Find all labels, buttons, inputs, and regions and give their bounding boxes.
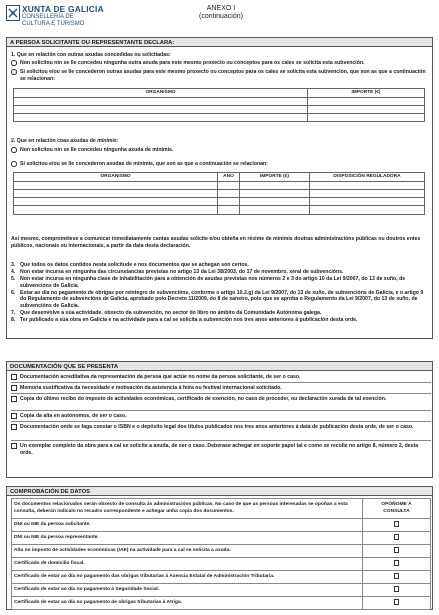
q1-option-no[interactable]: Non solicitou nin se lle concedeu ningunha outra axuda para este mesmo proxecto ou conceptos para os cales se solicita esta subvención. <box>11 60 429 67</box>
org-department: CONSELLERÍA DE CULTURA E TURISMO <box>22 14 85 27</box>
table-row <box>14 198 425 206</box>
radio-button[interactable] <box>11 69 17 75</box>
question-1: 1. Que en relación con outras axudas concedidas ou solicitadas: <box>11 52 171 58</box>
doc-item[interactable]: Memoria xustificativa da necesidade e motivación da asistencia á feira ou festival internacional solicitado. <box>11 384 431 394</box>
table-row <box>14 114 425 122</box>
radio-button[interactable] <box>11 60 17 66</box>
table-row <box>14 105 425 113</box>
verification-intro: Os documentos relacionados serán obxecto de consulta ás administracións públicas. No caso de que as persoas interesadas se opoñan a esta consulta, deberán indicalo no recadro correspondente e achegar unha copia dos documentos. <box>12 499 363 519</box>
column-header: IMPORTE (€) <box>240 173 310 182</box>
oppose-checkbox[interactable] <box>394 586 400 592</box>
radio-button[interactable] <box>11 161 17 167</box>
checkbox[interactable] <box>11 385 17 391</box>
column-header: ORGANISMO <box>14 173 218 182</box>
list-item: 7. Que desenvolve a súa actividade, obxecto da subvención, no sector do libro no ámbito da Comunidade Autónoma galega. <box>11 309 322 316</box>
list-item: 3. Que todos os datos contidos nesta solicitude e nos documentos que se achegan son certos. <box>11 262 249 268</box>
table-row: DNI ou NIE da persoa representante. <box>12 532 431 545</box>
table-row: Certificado de estar ao día no pagamento das obrigas tributarias á Axencia Estatal de Administración Tributaria. <box>12 571 431 584</box>
org-name: XUNTA DE GALICIA <box>22 4 104 14</box>
list-item: 5. Non estar incursa en ningunha clase de inhabilitación para a obtención de axudas previstas nos números 2 e 3 do artigo 10 da Lei 9/2007, do 13 de xuño, de subvencións de Galicia. <box>11 276 406 289</box>
other-aid-table <box>13 88 425 122</box>
table-row: Certificado de domicilio fiscal. <box>12 558 431 571</box>
verification-table <box>11 498 431 610</box>
doc-item[interactable]: Documentación onde se faga constar o ISBN e o depósito legal dos títulos publicados nos tres anos anteriores á data de publicación desta orde, de ser o caso. <box>11 423 431 441</box>
checkbox[interactable] <box>11 443 17 449</box>
commitment-text: Así mesmo, comprométese a comunicar inmediatamente cantas axudas solicite e/ou obteña en réxime de minimis doutras administracións públicas ou doutros entes públicos, nacionais ou internacionais, a partir da data desta declaración. <box>11 236 421 249</box>
verification-title: COMPROBACIÓN DE DATOS <box>7 487 432 496</box>
declaration-section <box>6 37 433 339</box>
doc-item[interactable]: Un exemplar completo da obra para a cal se solicite a axuda, de ser o caso. Deberase achegar en soporte papel tal e como se recolle no artigo 8, número 2, desta orde. <box>11 442 431 461</box>
question-2: 2. Que en relación coas axudas de mínimis: <box>11 138 119 144</box>
oppose-checkbox[interactable] <box>394 599 400 605</box>
xunta-logo <box>6 4 126 34</box>
table-row <box>14 189 425 197</box>
oppose-checkbox[interactable] <box>394 560 400 566</box>
table-row: Alta no imposto de actividades económicas (IAE) na actividade para a cal se solicita a axuda. <box>12 545 431 558</box>
column-header: DISPOSICIÓN REGULADORA <box>310 173 425 182</box>
list-item: 4. Non estar incursa en ningunha das circunstancias previstas no artigo 13 da Lei 38/2003, do 17 de novembro, xeral de subvencións. <box>11 269 344 276</box>
oppose-column-header: OPÓÑOME Á CONSULTA <box>363 499 431 519</box>
column-header: ORGANISMO <box>14 89 308 98</box>
oppose-checkbox[interactable] <box>394 573 400 579</box>
q1-option-yes[interactable]: Si solicitou e/ou se lle concederon outras axudas para este mesmo proxecto ou conceptos para os cales se solicita esta subvención, que son as que a continuación se relacionan: <box>11 69 429 82</box>
table-row <box>14 181 425 189</box>
oppose-checkbox[interactable] <box>394 534 400 540</box>
q2-option-no[interactable]: Non solicitou nin se lle concedeu ningunha axuda de mínimis. <box>11 147 429 154</box>
documentation-title: DOCUMENTACIÓN QUE SE PRESENTA <box>7 362 432 371</box>
annex-title: ANEXO I (continuación) <box>199 5 243 21</box>
doc-item[interactable]: Copia da alta en autónomos, de ser o caso. <box>11 412 431 422</box>
minimis-aid-table <box>13 172 425 215</box>
table-row <box>14 206 425 214</box>
table-row: Certificado de estar ao día no pagamento de obrigas tributarias á Atriga. <box>12 597 431 610</box>
doc-item[interactable]: Copia do último recibo do imposto de actividades económicas, certificado de exención, no caso de proceder, ou declaración xurada de tal exención. <box>11 395 431 411</box>
column-header: IMPORTE (€) <box>308 89 425 98</box>
column-header: ANO <box>218 173 240 182</box>
table-row: DNI ou NIE da persoa solicitante. <box>12 519 431 532</box>
declaration-title: A PERSOA SOLICITANTE OU REPRESENTANTE DECLARA: <box>7 38 432 47</box>
checkbox[interactable] <box>11 424 17 430</box>
radio-button[interactable] <box>11 147 17 153</box>
checkbox[interactable] <box>11 374 17 380</box>
declaration-list <box>11 262 431 324</box>
verification-section <box>6 486 433 610</box>
checkbox[interactable] <box>11 396 17 402</box>
documentation-section <box>6 361 433 478</box>
table-row: Certificado de estar ao día no pagamento á Seguridade Social. <box>12 584 431 597</box>
list-item: 8. Ter publicado a súa obra en Galicia e na actividade para a cal se solicita a subvención nos tres anos anteriores á publicación desta orde. <box>11 316 358 323</box>
table-row <box>12 499 431 519</box>
page-header <box>6 4 433 34</box>
xunta-emblem-icon <box>6 5 20 21</box>
q2-option-yes[interactable]: Si solicitou e/ou se lle concederon axudas de mínimis, que son as que a continuación se relacionan: <box>11 161 429 168</box>
list-item: 6. Estar ao día no pagamento de obrigas por reintegro de subvencións, conforme o artigo 10.2.g) da Lei 9/2007, do 13 de xuño, de subvencións de Galicia, e o artigo 9 do Regulamento de subvencións de Galicia, aprobado polo Decreto 11/2009, do 8 de xaneiro, polo que se aproba o Regulamento da Lei 9/2007, do 13 de xuño, de subvencións de Galicia. <box>11 289 424 309</box>
doc-item[interactable]: Documentación acreditativa da representación da persoa que actúe no nome da persoa solicitante, de ser o caso. <box>11 373 431 383</box>
oppose-checkbox[interactable] <box>394 547 400 553</box>
table-row <box>14 97 425 105</box>
checkbox[interactable] <box>11 413 17 419</box>
oppose-checkbox[interactable] <box>394 521 400 527</box>
